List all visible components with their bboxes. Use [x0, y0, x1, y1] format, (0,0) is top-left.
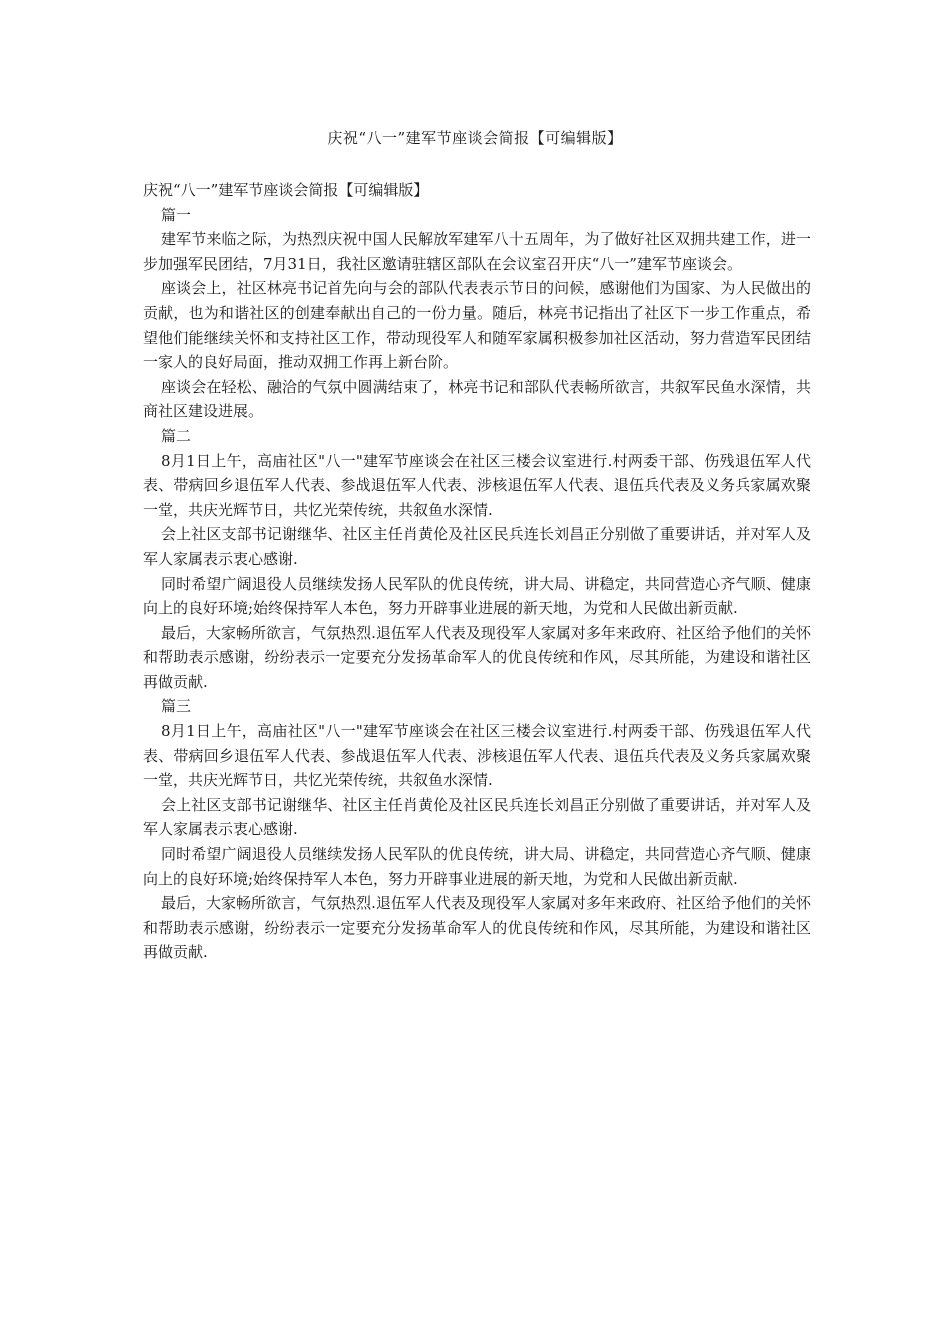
section-2-paragraph-1: 8月1日上午，高庙社区"八一"建军节座谈会在社区三楼会议室进行.村两委干部、伤残退伍军人代表、带病回乡退伍军人代表、参战退伍军人代表、涉核退伍军人代表、退伍兵代表及义务兵家属欢聚一堂，共庆光辉节日，共忆光荣传统，共叙鱼水深情. [143, 451, 811, 519]
document-subtitle: 庆祝“八一”建军节座谈会简报【可编辑版】 [143, 181, 429, 199]
section-1-label: 篇一 [161, 205, 192, 224]
section-2-paragraph-2: 会上社区支部书记谢继华、社区主任肖黄伦及社区民兵连长刘昌正分别做了重要讲话，并对军人及军人家属表示衷心感谢. [143, 525, 811, 568]
section-1-paragraph-2: 座谈会上，社区林亮书记首先向与会的部队代表表示节日的问候，感谢他们为国家、为人民做出的贡献，也为和谐社区的创建奉献出自己的一份力量。随后，林亮书记指出了社区下一步工作重点，希望他们能继续关怀和支持社区工作，带动现役军人和随军家属积极参加社区活动，努力营造军民团结一家人的良好局面，推动双拥工作再上新台阶。 [143, 279, 811, 372]
section-2-paragraph-3: 同时希望广阔退役人员继续发扬人民军队的优良传统，讲大局、讲稳定，共同营造心齐气顺、健康向上的良好环境;始终保持军人本色，努力开辟事业进展的新天地，为党和人民做出新贡献. [143, 574, 811, 618]
section-3-label: 篇三 [161, 697, 192, 716]
document-title: 庆祝“八一”建军节座谈会简报【可编辑版】 [327, 129, 623, 147]
section-3-paragraph-1: 8月1日上午，高庙社区"八一"建军节座谈会在社区三楼会议室进行.村两委干部、伤残退伍军人代表、带病回乡退伍军人代表、参战退伍军人代表、涉核退伍军人代表、退伍兵代表及义务兵家属欢聚一堂，共庆光辉节日，共忆光荣传统，共叙鱼水深情. [143, 722, 811, 790]
section-3-paragraph-4: 最后，大家畅所欲言，气氛热烈.退伍军人代表及现役军人家属对多年来政府、社区给予他们的关怀和帮助表示感谢，纷纷表示一定要充分发扬革命军人的优良传统和作风，尽其所能，为建设和谐社区再做贡献. [143, 894, 811, 962]
section-1-paragraph-3: 座谈会在轻松、融洽的气氛中圆满结束了，林亮书记和部队代表畅所欲言，共叙军民鱼水深情，共商社区建设进展。 [143, 377, 811, 421]
document-body [143, 178, 811, 965]
section-1-paragraph-1: 建军节来临之际，为热烈庆祝中国人民解放军建军八十五周年，为了做好社区双拥共建工作，进一步加强军民团结，7月31日，我社区邀请驻辖区部队在会议室召开庆“八一”建军节座谈会。 [143, 230, 811, 273]
section-3-paragraph-3: 同时希望广阔退役人员继续发扬人民军队的优良传统，讲大局、讲稳定，共同营造心齐气顺、健康向上的良好环境;始终保持军人本色，努力开辟事业进展的新天地，为党和人民做出新贡献. [143, 845, 811, 888]
section-2-label: 篇二 [161, 426, 192, 445]
section-2-paragraph-4: 最后，大家畅所欲言，气氛热烈.退伍军人代表及现役军人家属对多年来政府、社区给予他们的关怀和帮助表示感谢，纷纷表示一定要充分发扬革命军人的优良传统和作风，尽其所能，为建设和谐社区再做贡献. [143, 623, 811, 691]
section-3-paragraph-2: 会上社区支部书记谢继华、社区主任肖黄伦及社区民兵连长刘昌正分别做了重要讲话，并对军人及军人家属表示衷心感谢. [143, 795, 811, 839]
